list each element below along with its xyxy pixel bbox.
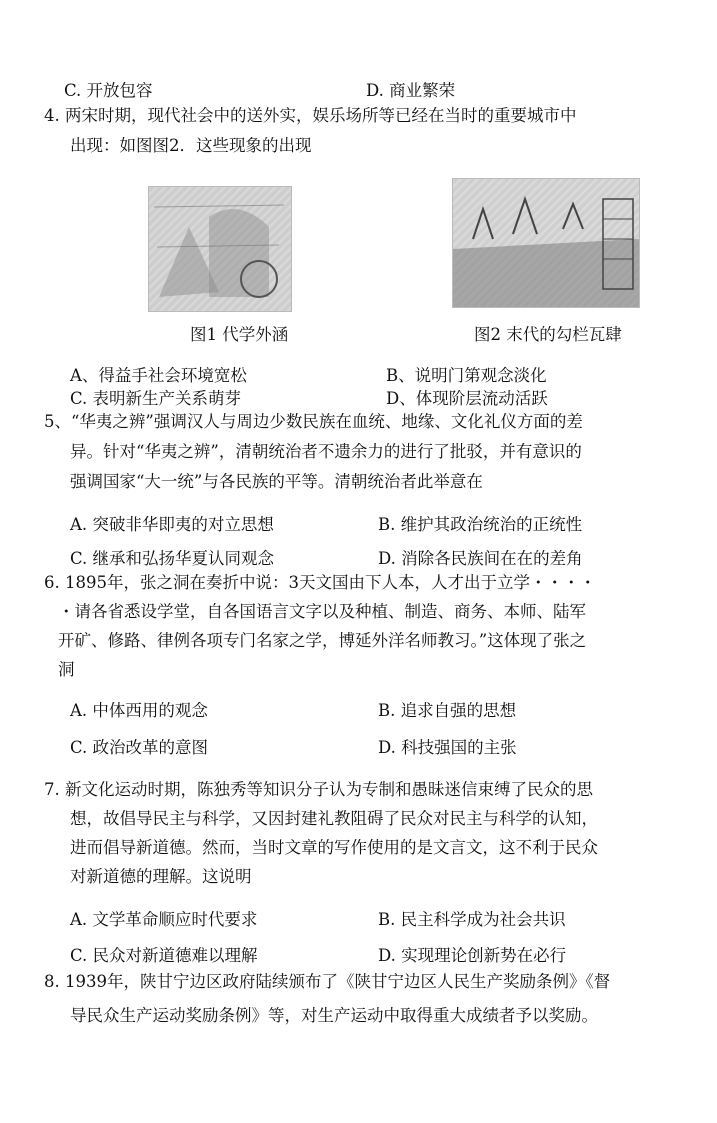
- q3-option-d: D. 商业繁荣: [366, 81, 456, 100]
- q6-option-d: D. 科技强国的主张: [378, 738, 517, 757]
- q5-option-d: D. 消除各民族间在在的差角: [378, 549, 583, 568]
- q4-stem-line-1: 4. 两宋时期，现代社会中的送外实，娱乐场所等已经在当时的重要城市中: [44, 106, 577, 125]
- q6-stem-line-4: 洞: [58, 660, 75, 679]
- q3-option-c: C. 开放包容: [64, 81, 153, 100]
- q6-option-c: C. 政治改革的意图: [70, 738, 209, 757]
- figure-2-caption: 图2 末代的勾栏瓦肆: [474, 325, 622, 344]
- q7-option-d: D. 实现理论创新势在必行: [378, 946, 567, 965]
- q7-option-c: C. 民众对新道德难以理解: [70, 946, 258, 965]
- q6-stem-line-3: 开矿、修路、律例各项专门名家之学，博延外洋名师教习。”这体现了张之: [58, 631, 587, 650]
- figure-1-caption: 图1 代学外涵: [190, 325, 289, 344]
- q5-stem-line-3: 强调国家“大一统”与各民族的平等。清朝统治者此举意在: [70, 472, 483, 491]
- q8-stem-line-2: 导民众生产运动奖励条例》等，对生产运动中取得重大成绩者予以奖励。: [70, 1006, 598, 1025]
- q4-option-a: A、得益手社会环境宽松: [70, 366, 247, 385]
- q5-option-b: B. 维护其政治统治的正统性: [378, 515, 583, 534]
- q4-option-c: C. 表明新生产关系萌芽: [70, 389, 242, 408]
- q4-option-d: D、体现阶层流动活跃: [386, 389, 548, 408]
- q6-stem-line-1: 6. 1895年，张之洞在奏折中说：3天文国由下人本，人才出于立学・・・・: [44, 573, 596, 592]
- q7-stem-line-1: 7. 新文化运动时期，陈独秀等知识分子认为专制和愚昧迷信束缚了民众的思: [44, 780, 593, 799]
- q6-option-b: B. 追求自强的思想: [378, 701, 517, 720]
- figure-1-image: [148, 186, 292, 312]
- q5-option-a: A. 突破非华即夷的对立思想: [70, 515, 274, 534]
- q7-stem-line-2: 想，故倡导民主与科学，又因封建礼教阻碍了民众对民主与科学的认知，: [70, 809, 598, 828]
- q5-stem-line-1: 5、“华夷之辨”强调汉人与周边少数民族在血统、地缘、文化礼仪方面的差: [44, 412, 583, 431]
- figure-1-illustration: [149, 187, 291, 311]
- q6-stem-line-2: ・请各省悉设学堂，自各国语言文字以及种植、制造、商务、本师、陆军: [58, 602, 586, 621]
- q7-option-b: B. 民主科学成为社会共识: [378, 910, 566, 929]
- q7-stem-line-4: 对新道德的理解。这说明: [70, 867, 252, 886]
- q5-stem-line-2: 异。针对“华夷之辨”，清朝统治者不遗余力的进行了批驳，并有意识的: [70, 442, 582, 461]
- q8-stem-line-1: 8. 1939年，陕甘宁边区政府陆续颁布了《陕甘宁边区人民生产奖励条例》《督: [44, 972, 611, 991]
- q6-option-a: A. 中体西用的观念: [70, 701, 208, 720]
- q7-option-a: A. 文学革命顺应时代要求: [70, 910, 258, 929]
- figure-2-illustration: [453, 179, 639, 307]
- figure-2-image: [452, 178, 640, 308]
- q4-stem-line-2: 出现：如图图2．这些现象的出现: [70, 136, 312, 155]
- q5-option-c: C. 继承和弘扬华夏认同观念: [70, 549, 275, 568]
- q7-stem-line-3: 进而倡导新道德。然而，当时文章的写作使用的是文言文，这不利于民众: [70, 838, 598, 857]
- q4-option-b: B、说明门第观念淡化: [386, 366, 547, 385]
